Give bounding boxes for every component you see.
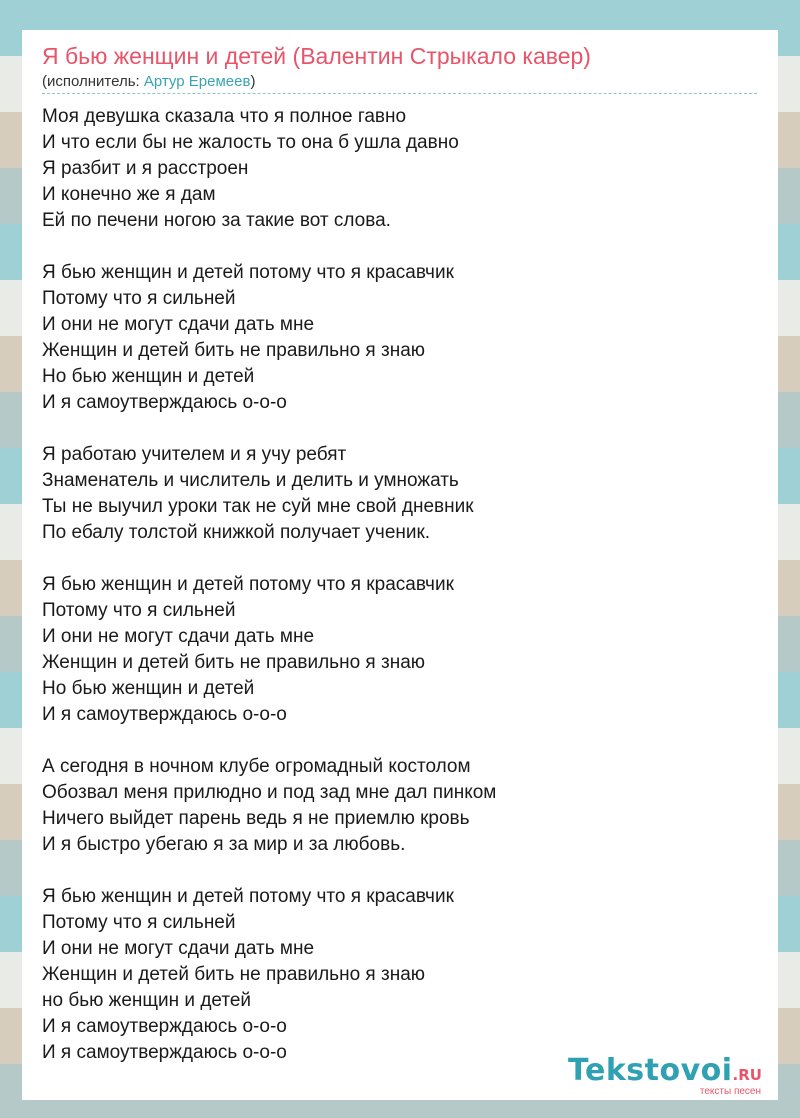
lyrics-stanza (42, 572, 742, 728)
lyrics-line: Обозвал меня прилюдно и под зад мне дал пинком (42, 782, 497, 803)
lyrics-line: Потому что я сильней (42, 600, 236, 621)
lyrics-line: Ничего выйдет парень ведь я не приемлю кровь (42, 808, 470, 829)
performer-link[interactable]: Артур Еремеев (143, 73, 251, 90)
logo-tagline: тексты песен (699, 1086, 761, 1097)
lyrics-line: И конечно же я дам (42, 184, 216, 205)
lyrics-line: И они не могут сдачи дать мне (42, 314, 315, 335)
lyrics-line: Знаменатель и числитель и делить и умножать (42, 470, 459, 491)
lyrics-line: Я бью женщин и детей потому что я красавчик (42, 262, 454, 283)
lyrics-line: По ебалу толстой книжкой получает ученик. (42, 522, 431, 543)
lyrics-line: И что если бы не жалость то она б ушла давно (42, 132, 459, 153)
lyrics-line: Женщин и детей бить не правильно я знаю (42, 340, 426, 361)
lyrics-line: Я разбит и я расстроен (42, 158, 249, 179)
lyrics-line: И я самоутверждаюсь о-о-о (42, 1042, 287, 1063)
logo-tld: .RU (732, 1066, 762, 1084)
lyrics-line: Потому что я сильней (42, 912, 236, 933)
lyrics-line: Ей по печени ногою за такие вот слова. (42, 210, 391, 231)
lyrics-stanza (42, 884, 742, 1066)
lyrics-stanza (42, 754, 742, 858)
lyrics-line: Но бью женщин и детей (42, 366, 255, 387)
lyrics-line: Женщин и детей бить не правильно я знаю (42, 652, 426, 673)
lyrics-line: И я самоутверждаюсь о-о-о (42, 1016, 287, 1037)
lyrics-body (42, 104, 742, 1092)
lyrics-line: Я бью женщин и детей потому что я красавчик (42, 574, 454, 595)
lyrics-line: И я самоутверждаюсь о-о-о (42, 704, 287, 725)
logo-name: Tekstovoi (568, 1053, 733, 1088)
lyrics-line: Моя девушка сказала что я полное гавно (42, 106, 407, 127)
lyrics-line: Но бью женщин и детей (42, 678, 255, 699)
performer-prefix: (исполнитель: (42, 73, 144, 90)
lyrics-stanza (42, 104, 742, 234)
lyrics-stanza (42, 260, 742, 416)
song-title: Я бью женщин и детей (Валентин Стрыкало кавер) (42, 43, 591, 69)
lyrics-sheet (22, 30, 778, 1100)
lyrics-line: И они не могут сдачи дать мне (42, 938, 315, 959)
lyrics-line: Я работаю учителем и я учу ребят (42, 444, 347, 465)
lyrics-line: И я быстро убегаю я за мир и за любовь. (42, 834, 406, 855)
lyrics-line: Я бью женщин и детей потому что я красавчик (42, 886, 454, 907)
lyrics-line: но бью женщин и детей (42, 990, 252, 1011)
lyrics-line: И они не могут сдачи дать мне (42, 626, 315, 647)
lyrics-line: А сегодня в ночном клубе огромадный костолом (42, 756, 471, 777)
performer-suffix: ) (250, 73, 256, 90)
lyrics-line: Потому что я сильней (42, 288, 236, 309)
lyrics-line: Женщин и детей бить не правильно я знаю (42, 964, 426, 985)
performer-line (42, 72, 255, 92)
lyrics-stanza (42, 442, 742, 546)
header-divider (42, 93, 757, 94)
site-logo[interactable] (568, 1054, 773, 1096)
lyrics-line: И я самоутверждаюсь о-о-о (42, 392, 287, 413)
lyrics-line: Ты не выучил уроки так не суй мне свой дневник (42, 496, 474, 517)
